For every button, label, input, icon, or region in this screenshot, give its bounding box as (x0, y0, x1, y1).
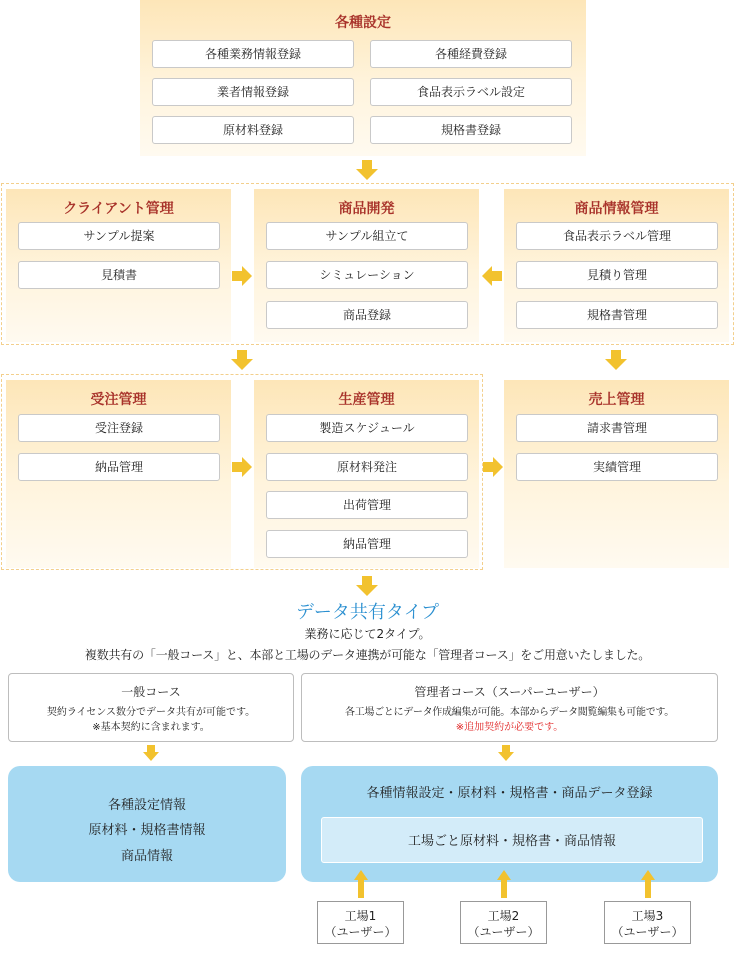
production-panel (254, 380, 479, 568)
settings-panel (140, 0, 586, 156)
product-info-button-spec[interactable]: 規格書管理 (516, 301, 718, 329)
settings-button-business-info[interactable]: 各種業務情報登録 (152, 40, 354, 68)
arrow-up-icon (641, 870, 655, 898)
general-item-materials: 原材料・規格書情報 (88, 823, 206, 838)
arrow-up-icon (497, 870, 511, 898)
settings-button-expenses[interactable]: 各種経費登録 (370, 40, 572, 68)
settings-button-vendor-info[interactable]: 業者情報登録 (152, 78, 354, 106)
sales-button-invoice[interactable]: 請求書管理 (516, 414, 718, 442)
client-title: クライアント管理 (63, 201, 174, 217)
client-button-quote[interactable]: 見積書 (18, 261, 220, 289)
arrow-down-icon (356, 576, 378, 596)
general-item-settings: 各種設定情報 (107, 798, 186, 813)
arrow-down-icon (498, 745, 514, 761)
production-button-schedule[interactable]: 製造スケジュール (266, 414, 468, 442)
arrow-down-icon (231, 350, 253, 370)
admin-course-line2: ※追加契約が必要です。 (455, 722, 564, 733)
product-info-panel (504, 189, 729, 342)
admin-course-data-box (301, 766, 718, 882)
admin-inner-text: 工場ごと原材料・規格書・商品情報 (407, 834, 616, 849)
admin-main-text: 各種情報設定・原材料・規格書・商品データ登録 (366, 786, 653, 801)
production-title: 生産管理 (338, 392, 395, 408)
product-dev-panel (254, 189, 479, 342)
production-button-material-order[interactable]: 原材料発注 (266, 453, 468, 481)
arrow-up-icon (354, 870, 368, 898)
settings-title: 各種設定 (335, 15, 391, 31)
factory-1-box (317, 901, 404, 944)
sales-title: 売上管理 (588, 392, 645, 408)
factory-3-name: 工場3 (631, 909, 664, 923)
client-button-sample-proposal[interactable]: サンプル提案 (18, 222, 220, 250)
factory-1-role: （ユーザー） (324, 925, 397, 939)
product-info-button-estimate[interactable]: 見積り管理 (516, 261, 718, 289)
admin-course-line1: 各工場ごとにデータ作成編集が可能。本部からデータ閲覧編集も可能です。 (345, 707, 674, 718)
orders-button-order-register[interactable]: 受注登録 (18, 414, 220, 442)
product-info-button-food-label[interactable]: 食品表示ラベル管理 (516, 222, 718, 250)
general-item-products: 商品情報 (120, 849, 173, 864)
arrow-down-icon (605, 350, 627, 370)
product-dev-title: 商品開発 (338, 201, 395, 217)
factory-1-name: 工場1 (344, 909, 377, 923)
product-dev-button-product-register[interactable]: 商品登録 (266, 301, 468, 329)
sales-panel (504, 380, 729, 568)
arrow-down-icon (143, 745, 159, 761)
production-button-shipping[interactable]: 出荷管理 (266, 491, 468, 519)
arrow-right-icon (232, 457, 252, 477)
production-button-delivery[interactable]: 納品管理 (266, 530, 468, 558)
share-title: データ共有タイプ (295, 602, 440, 623)
sales-button-results[interactable]: 実績管理 (516, 453, 718, 481)
factory-3-role: （ユーザー） (611, 925, 684, 939)
arrow-right-icon (232, 266, 252, 286)
arrow-right-icon (483, 457, 503, 477)
general-course-title: 一般コース (121, 685, 181, 699)
admin-inner-box (321, 817, 703, 863)
settings-button-food-label[interactable]: 食品表示ラベル設定 (370, 78, 572, 106)
admin-course-title: 管理者コース（スーパーユーザー） (414, 685, 605, 699)
general-course-box (8, 673, 294, 742)
factory-2-role: （ユーザー） (467, 925, 540, 939)
product-info-title: 商品情報管理 (574, 201, 659, 217)
factory-2-box (460, 901, 547, 944)
orders-button-delivery[interactable]: 納品管理 (18, 453, 220, 481)
share-description: 複数共有の「一般コース」と、本部と工場のデータ連携が可能な「管理者コース」をご用意いたしました。 (84, 648, 651, 662)
product-dev-button-simulation[interactable]: シミュレーション (266, 261, 468, 289)
general-course-line1: 契約ライセンス数分でデータ共有が可能です。 (46, 707, 256, 718)
settings-button-spec-sheet[interactable]: 規格書登録 (370, 116, 572, 144)
general-course-data-box (8, 766, 286, 882)
orders-panel (6, 380, 231, 568)
admin-course-box (301, 673, 718, 742)
share-subtitle: 業務に応じて2タイプ。 (304, 627, 431, 641)
general-course-line2: ※基本契約に含まれます。 (92, 722, 210, 733)
orders-title: 受注管理 (90, 392, 147, 408)
arrow-left-icon (482, 266, 502, 286)
factory-3-box (604, 901, 691, 944)
arrow-down-icon (356, 160, 378, 180)
client-panel (6, 189, 231, 342)
factory-2-name: 工場2 (487, 909, 520, 923)
settings-button-raw-material[interactable]: 原材料登録 (152, 116, 354, 144)
product-dev-button-sample-assembly[interactable]: サンプル組立て (266, 222, 468, 250)
